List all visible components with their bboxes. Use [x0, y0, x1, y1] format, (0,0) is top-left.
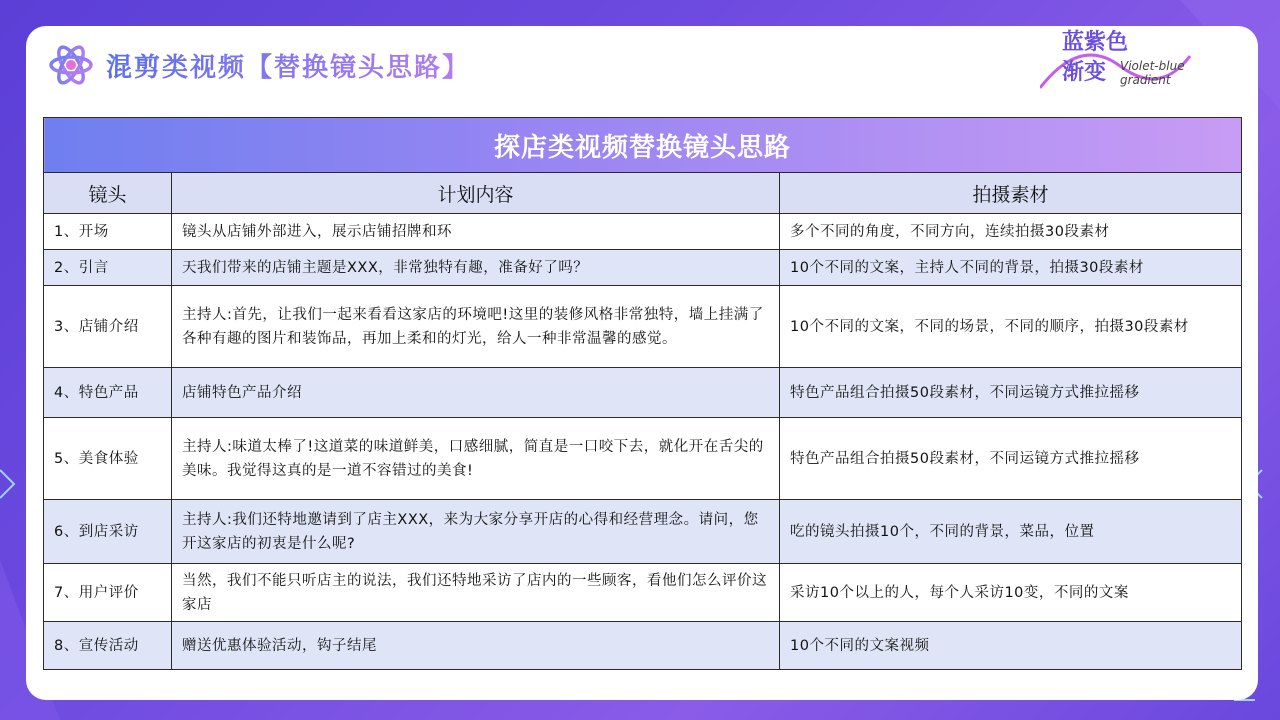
plan-cell: 天我们带来的店铺主题是XXX，非常独特有趣，准备好了吗？ [172, 250, 780, 286]
table-row [44, 214, 1242, 250]
plan-cell: 主持人:我们还特地邀请到了店主XXX，来为大家分享开店的心得和经营理念。请问，您开这家店的初衷是什么呢? [172, 500, 780, 564]
atom-logo-icon [48, 42, 94, 88]
column-header-shot: 镜头 [44, 173, 172, 214]
page-header [48, 36, 470, 94]
table-row [44, 500, 1242, 564]
table-row [44, 286, 1242, 368]
plan-cell: 主持人:首先，让我们一起来看看这家店的环境吧!这里的装修风格非常独特，墙上挂满了各种有趣的图片和装饰品，再加上柔和的灯光，给人一种非常温馨的感觉。 [172, 286, 780, 368]
material-cell: 10个不同的文案，主持人不同的背景，拍摄30段素材 [780, 250, 1242, 286]
shot-cell: 2、引言 [44, 250, 172, 286]
material-cell: 特色产品组合拍摄50段素材，不同运镜方式推拉摇移 [780, 418, 1242, 500]
plan-cell: 主持人:味道太棒了!这道菜的味道鲜美，口感细腻，简直是一口咬下去，就化开在舌尖的美味。我觉得这真的是一道不容错过的美食! [172, 418, 780, 500]
shot-cell: 3、店铺介绍 [44, 286, 172, 368]
shot-cell: 6、到店采访 [44, 500, 172, 564]
material-cell: 特色产品组合拍摄50段素材，不同运镜方式推拉摇移 [780, 368, 1242, 418]
material-cell: 采访10个以上的人，每个人采访10变，不同的文案 [780, 564, 1242, 622]
plan-cell: 店铺特色产品介绍 [172, 368, 780, 418]
shot-cell: 5、美食体验 [44, 418, 172, 500]
badge-text-line2: 渐变 [1062, 60, 1107, 85]
material-cell: 多个不同的角度，不同方向，连续拍摄30段素材 [780, 214, 1242, 250]
material-cell: 吃的镜头拍摄10个，不同的背景，菜品，位置 [780, 500, 1242, 564]
style-badge [1040, 26, 1210, 98]
table-header-row [44, 173, 1242, 214]
column-header-material: 拍摄素材 [780, 173, 1242, 214]
material-cell: 10个不同的文案视频 [780, 622, 1242, 670]
plan-cell: 赠送优惠体验活动，钩子结尾 [172, 622, 780, 670]
shot-cell: 4、特色产品 [44, 368, 172, 418]
shot-cell: 7、用户评价 [44, 564, 172, 622]
column-header-plan: 计划内容 [172, 173, 780, 214]
plan-cell: 当然，我们不能只听店主的说法，我们还特地采访了店内的一些顾客，看他们怎么评价这家店 [172, 564, 780, 622]
shot-cell: 1、开场 [44, 214, 172, 250]
material-cell: 10个不同的文案，不同的场景，不同的顺序，拍摄30段素材 [780, 286, 1242, 368]
plan-cell: 镜头从店铺外部进入，展示店铺招牌和环 [172, 214, 780, 250]
table-row [44, 418, 1242, 500]
shot-cell: 8、宣传活动 [44, 622, 172, 670]
table-row [44, 250, 1242, 286]
table-row [44, 368, 1242, 418]
table-row [44, 564, 1242, 622]
badge-english-line1: Violet-blue [1120, 59, 1185, 73]
page-title: 混剪类视频【替换镜头思路】 [106, 47, 470, 84]
table-row [44, 622, 1242, 670]
table-title-row [44, 118, 1242, 173]
shot-plan-table [43, 117, 1242, 670]
badge-english-line2: gradient [1120, 73, 1171, 87]
table-title: 探店类视频替换镜头思路 [44, 118, 1242, 173]
badge-text-line1: 蓝紫色 [1062, 30, 1129, 55]
